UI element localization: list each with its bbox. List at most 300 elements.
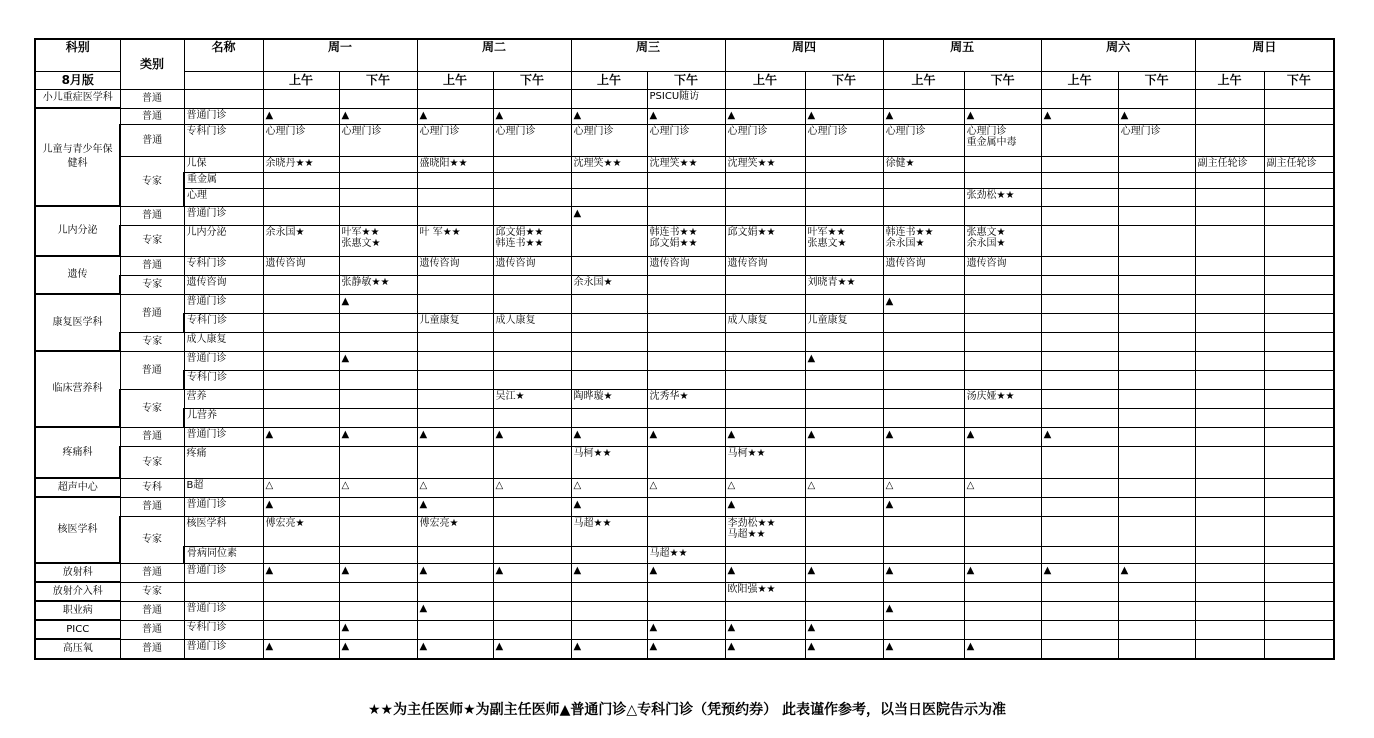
table-row xyxy=(35,427,1334,446)
schedule-cell xyxy=(964,546,1041,563)
schedule-cell xyxy=(964,206,1041,225)
schedule-cell xyxy=(339,446,417,478)
schedule-cell xyxy=(417,446,493,478)
schedule-cell xyxy=(339,256,417,275)
table-row xyxy=(35,478,1334,497)
schedule-cell xyxy=(493,497,571,516)
schedule-cell: △ xyxy=(263,478,339,497)
schedule-cell xyxy=(805,188,883,206)
type-cell: 普通 xyxy=(120,89,184,108)
type-cell: 普通 xyxy=(120,601,184,620)
schedule-cell: ▲ xyxy=(493,108,571,124)
schedule-cell xyxy=(725,172,805,188)
schedule-cell xyxy=(1118,408,1195,427)
schedule-cell xyxy=(964,156,1041,172)
type-cell: 普通 xyxy=(120,563,184,582)
schedule-cell xyxy=(964,172,1041,188)
schedule-cell xyxy=(1264,256,1334,275)
table-row xyxy=(35,497,1334,516)
schedule-cell xyxy=(883,446,964,478)
name-cell: B超 xyxy=(184,478,263,497)
schedule-cell xyxy=(1264,188,1334,206)
schedule-cell: ▲ xyxy=(883,427,964,446)
schedule-cell: 邱文娟★★ xyxy=(725,225,805,256)
schedule-cell xyxy=(1118,275,1195,294)
table-row xyxy=(35,389,1334,408)
schedule-cell xyxy=(1264,124,1334,156)
name-cell: 心理 xyxy=(184,188,263,206)
schedule-cell xyxy=(1041,351,1118,370)
schedule-cell xyxy=(647,275,725,294)
schedule-cell xyxy=(263,620,339,639)
schedule-cell xyxy=(1118,370,1195,389)
schedule-cell xyxy=(263,601,339,620)
schedule-cell xyxy=(725,294,805,313)
schedule-cell xyxy=(725,332,805,351)
table-row xyxy=(35,546,1334,563)
schedule-cell xyxy=(964,351,1041,370)
schedule-cell: ▲ xyxy=(263,108,339,124)
schedule-cell xyxy=(417,89,493,108)
schedule-cell xyxy=(1041,389,1118,408)
type-cell: 专家 xyxy=(120,389,184,427)
schedule-cell: ▲ xyxy=(1118,108,1195,124)
schedule-cell: ▲ xyxy=(883,108,964,124)
schedule-cell: ▲ xyxy=(805,351,883,370)
schedule-cell xyxy=(339,172,417,188)
schedule-cell: ▲ xyxy=(339,427,417,446)
table-row xyxy=(35,294,1334,313)
schedule-cell xyxy=(571,408,647,427)
schedule-cell xyxy=(1118,351,1195,370)
schedule-cell xyxy=(493,351,571,370)
schedule-cell xyxy=(805,497,883,516)
header-row-days xyxy=(35,39,1334,71)
schedule-cell xyxy=(1195,389,1264,408)
schedule-cell: 马超★★ xyxy=(571,516,647,546)
schedule-cell xyxy=(1195,497,1264,516)
day-header: 周五 xyxy=(883,39,1041,71)
schedule-table xyxy=(34,38,1335,660)
name-header: 名称 xyxy=(184,39,263,71)
schedule-cell xyxy=(883,351,964,370)
schedule-cell xyxy=(571,313,647,332)
schedule-cell xyxy=(964,294,1041,313)
type-cell: 专科 xyxy=(120,478,184,497)
schedule-cell xyxy=(964,497,1041,516)
schedule-cell xyxy=(1041,546,1118,563)
schedule-cell xyxy=(493,156,571,172)
schedule-cell: ▲ xyxy=(964,108,1041,124)
schedule-cell xyxy=(1195,478,1264,497)
schedule-cell xyxy=(805,389,883,408)
type-cell: 普通 xyxy=(120,206,184,225)
legend-note: ★★为主任医师★为副主任医师▲普通门诊△专科门诊（凭预约券） 此表谨作参考，以当日医院告示为准 xyxy=(367,702,1007,718)
schedule-cell xyxy=(647,582,725,601)
schedule-cell: 沈理笑★★ xyxy=(725,156,805,172)
schedule-cell xyxy=(964,408,1041,427)
schedule-cell xyxy=(964,516,1041,546)
name-cell: 专科门诊 xyxy=(184,370,263,389)
schedule-cell xyxy=(263,275,339,294)
type-cell: 专家 xyxy=(120,275,184,294)
schedule-cell: ▲ xyxy=(417,563,493,582)
table-row xyxy=(35,446,1334,478)
schedule-cell xyxy=(1041,89,1118,108)
schedule-cell xyxy=(339,497,417,516)
schedule-cell xyxy=(417,370,493,389)
schedule-cell xyxy=(1118,332,1195,351)
schedule-cell xyxy=(263,313,339,332)
dept-cell: 高压氧 xyxy=(35,639,120,659)
schedule-cell xyxy=(1195,275,1264,294)
schedule-cell xyxy=(725,206,805,225)
schedule-cell xyxy=(1118,389,1195,408)
schedule-cell xyxy=(1118,639,1195,659)
schedule-cell xyxy=(1195,225,1264,256)
schedule-cell: ▲ xyxy=(339,351,417,370)
schedule-cell xyxy=(805,294,883,313)
schedule-cell xyxy=(883,370,964,389)
schedule-cell: △ xyxy=(493,478,571,497)
am-header: 上午 xyxy=(417,71,493,89)
schedule-cell xyxy=(1264,427,1334,446)
schedule-cell xyxy=(883,313,964,332)
dept-cell: 临床营养科 xyxy=(35,351,120,427)
schedule-cell xyxy=(339,601,417,620)
schedule-cell xyxy=(883,188,964,206)
table-row xyxy=(35,601,1334,620)
schedule-cell xyxy=(1118,620,1195,639)
schedule-cell xyxy=(1118,156,1195,172)
schedule-cell: ▲ xyxy=(417,427,493,446)
schedule-cell xyxy=(1264,546,1334,563)
type-cell: 普通 xyxy=(120,351,184,389)
type-cell: 专家 xyxy=(120,225,184,256)
schedule-cell xyxy=(647,408,725,427)
type-cell: 普通 xyxy=(120,639,184,659)
schedule-cell xyxy=(417,332,493,351)
schedule-cell xyxy=(1041,446,1118,478)
schedule-cell: ▲ xyxy=(1118,563,1195,582)
schedule-cell xyxy=(1195,351,1264,370)
schedule-cell xyxy=(1195,408,1264,427)
schedule-cell: 汤庆娅★★ xyxy=(964,389,1041,408)
pm-header: 下午 xyxy=(647,71,725,89)
day-header: 周六 xyxy=(1041,39,1195,71)
table-row xyxy=(35,408,1334,427)
schedule-cell xyxy=(571,351,647,370)
schedule-cell xyxy=(725,408,805,427)
schedule-cell xyxy=(725,275,805,294)
schedule-cell: ▲ xyxy=(263,427,339,446)
schedule-cell: ▲ xyxy=(417,639,493,659)
schedule-cell xyxy=(1118,516,1195,546)
type-cell: 专家 xyxy=(120,156,184,206)
schedule-cell xyxy=(805,370,883,389)
schedule-cell xyxy=(805,546,883,563)
name-cell: 骨病同位素 xyxy=(184,546,263,563)
pm-header: 下午 xyxy=(964,71,1041,89)
schedule-cell: ▲ xyxy=(571,639,647,659)
schedule-cell xyxy=(493,601,571,620)
dept-cell: 儿内分泌 xyxy=(35,206,120,256)
schedule-cell: ▲ xyxy=(647,639,725,659)
schedule-cell: 余永国★ xyxy=(263,225,339,256)
schedule-cell xyxy=(1041,601,1118,620)
table-row xyxy=(35,639,1334,659)
name-cell: 营养 xyxy=(184,389,263,408)
schedule-cell: ▲ xyxy=(571,108,647,124)
dept-cell: 放射介入科 xyxy=(35,582,120,601)
schedule-cell xyxy=(1264,601,1334,620)
schedule-cell: 陶晔璇★ xyxy=(571,389,647,408)
schedule-cell: 遗传咨询 xyxy=(725,256,805,275)
schedule-cell xyxy=(1264,620,1334,639)
schedule-cell xyxy=(417,275,493,294)
schedule-cell xyxy=(883,172,964,188)
schedule-cell xyxy=(1118,206,1195,225)
table-row xyxy=(35,108,1334,124)
schedule-cell xyxy=(964,275,1041,294)
schedule-cell xyxy=(493,172,571,188)
schedule-cell xyxy=(339,516,417,546)
schedule-cell: 沈理笑★★ xyxy=(647,156,725,172)
schedule-cell: 傅宏亮★ xyxy=(417,516,493,546)
schedule-cell: ▲ xyxy=(493,427,571,446)
schedule-cell xyxy=(571,620,647,639)
schedule-cell xyxy=(571,225,647,256)
schedule-cell xyxy=(647,172,725,188)
schedule-cell: 心理门诊 xyxy=(417,124,493,156)
schedule-cell xyxy=(805,332,883,351)
pm-header: 下午 xyxy=(1118,71,1195,89)
schedule-cell xyxy=(493,294,571,313)
schedule-cell: 沈理笑★★ xyxy=(571,156,647,172)
schedule-cell: ▲ xyxy=(964,639,1041,659)
schedule-cell: ▲ xyxy=(263,563,339,582)
type-cell: 普通 xyxy=(120,497,184,516)
dept-cell: 放射科 xyxy=(35,563,120,582)
schedule-cell: 马柯★★ xyxy=(571,446,647,478)
schedule-cell: 李劲松★★ 马超★★ xyxy=(725,516,805,546)
schedule-cell xyxy=(647,497,725,516)
schedule-cell xyxy=(883,206,964,225)
schedule-cell: 成人康复 xyxy=(725,313,805,332)
schedule-cell xyxy=(339,408,417,427)
schedule-cell: 遗传咨询 xyxy=(964,256,1041,275)
schedule-cell xyxy=(1041,516,1118,546)
schedule-cell xyxy=(417,408,493,427)
name-cell: 普通门诊 xyxy=(184,351,263,370)
schedule-cell xyxy=(263,582,339,601)
schedule-cell: 心理门诊 xyxy=(1118,124,1195,156)
am-header: 上午 xyxy=(883,71,964,89)
schedule-cell: ▲ xyxy=(964,563,1041,582)
schedule-cell xyxy=(1195,546,1264,563)
schedule-cell: ▲ xyxy=(725,108,805,124)
schedule-cell: △ xyxy=(725,478,805,497)
schedule-cell xyxy=(883,546,964,563)
schedule-cell xyxy=(1118,89,1195,108)
month-label: 8月版 xyxy=(35,71,120,89)
schedule-cell xyxy=(571,332,647,351)
schedule-cell: ▲ xyxy=(1041,563,1118,582)
schedule-cell: ▲ xyxy=(883,497,964,516)
schedule-cell xyxy=(571,370,647,389)
schedule-cell: ▲ xyxy=(571,497,647,516)
schedule-cell: ▲ xyxy=(417,601,493,620)
dept-cell: 康复医学科 xyxy=(35,294,120,351)
table-row xyxy=(35,89,1334,108)
name-cell: 专科门诊 xyxy=(184,620,263,639)
schedule-cell xyxy=(417,351,493,370)
schedule-cell: 徐健★ xyxy=(883,156,964,172)
schedule-cell xyxy=(1118,582,1195,601)
schedule-cell xyxy=(964,446,1041,478)
schedule-cell: 张静敏★★ xyxy=(339,275,417,294)
name-header-blank xyxy=(184,71,263,89)
schedule-cell: 张劲松★★ xyxy=(964,188,1041,206)
name-cell: 普通门诊 xyxy=(184,294,263,313)
name-cell xyxy=(184,582,263,601)
schedule-cell: 心理门诊 xyxy=(263,124,339,156)
day-header: 周三 xyxy=(571,39,725,71)
type-cell: 普通 xyxy=(120,620,184,639)
schedule-cell xyxy=(417,188,493,206)
schedule-cell xyxy=(263,351,339,370)
schedule-cell xyxy=(571,601,647,620)
schedule-cell: ▲ xyxy=(725,639,805,659)
schedule-cell: 叶军★★ 张惠文★ xyxy=(805,225,883,256)
dept-cell: 职业病 xyxy=(35,601,120,620)
table-row xyxy=(35,332,1334,351)
schedule-cell xyxy=(1264,478,1334,497)
schedule-cell xyxy=(1195,313,1264,332)
schedule-cell: ▲ xyxy=(339,108,417,124)
schedule-cell xyxy=(1195,108,1264,124)
schedule-cell xyxy=(964,89,1041,108)
schedule-cell: 盛晓阳★★ xyxy=(417,156,493,172)
schedule-cell xyxy=(883,408,964,427)
schedule-cell: ▲ xyxy=(725,427,805,446)
schedule-cell: 沈秀华★ xyxy=(647,389,725,408)
schedule-cell xyxy=(1041,620,1118,639)
am-header: 上午 xyxy=(1041,71,1118,89)
schedule-cell: ▲ xyxy=(883,639,964,659)
schedule-cell: △ xyxy=(964,478,1041,497)
schedule-cell: ▲ xyxy=(805,639,883,659)
schedule-cell xyxy=(805,156,883,172)
schedule-cell: ▲ xyxy=(883,563,964,582)
schedule-cell: 心理门诊 重金属中毒 xyxy=(964,124,1041,156)
schedule-cell xyxy=(1264,313,1334,332)
schedule-cell xyxy=(1195,332,1264,351)
am-header: 上午 xyxy=(571,71,647,89)
table-row xyxy=(35,370,1334,389)
schedule-cell: ▲ xyxy=(805,108,883,124)
table-row xyxy=(35,516,1334,546)
type-cell: 普通 xyxy=(120,256,184,275)
schedule-cell xyxy=(1118,172,1195,188)
schedule-cell xyxy=(883,620,964,639)
header-row-halfdays xyxy=(35,71,1334,89)
schedule-cell xyxy=(1118,601,1195,620)
schedule-cell: ▲ xyxy=(1041,108,1118,124)
schedule-cell xyxy=(339,370,417,389)
schedule-cell xyxy=(1264,89,1334,108)
schedule-cell xyxy=(805,89,883,108)
schedule-cell: 儿童康复 xyxy=(417,313,493,332)
schedule-cell xyxy=(1195,89,1264,108)
name-cell: 专科门诊 xyxy=(184,256,263,275)
schedule-cell xyxy=(263,89,339,108)
schedule-cell xyxy=(647,332,725,351)
schedule-cell xyxy=(1118,478,1195,497)
schedule-cell xyxy=(263,188,339,206)
schedule-cell xyxy=(883,516,964,546)
schedule-cell: 心理门诊 xyxy=(883,124,964,156)
schedule-cell xyxy=(493,89,571,108)
schedule-cell xyxy=(1264,563,1334,582)
am-header: 上午 xyxy=(263,71,339,89)
schedule-cell: ▲ xyxy=(571,427,647,446)
name-cell: 普通门诊 xyxy=(184,427,263,446)
schedule-cell xyxy=(339,582,417,601)
schedule-cell: ▲ xyxy=(805,620,883,639)
schedule-cell xyxy=(1041,294,1118,313)
table-row xyxy=(35,351,1334,370)
schedule-cell xyxy=(1041,313,1118,332)
schedule-cell xyxy=(571,172,647,188)
type-cell: 普通 xyxy=(120,294,184,332)
schedule-cell xyxy=(883,332,964,351)
schedule-cell: 遗传咨询 xyxy=(417,256,493,275)
schedule-cell xyxy=(339,156,417,172)
name-cell: 普通门诊 xyxy=(184,601,263,620)
schedule-cell: ▲ xyxy=(883,294,964,313)
table-row xyxy=(35,206,1334,225)
name-cell: 普通门诊 xyxy=(184,108,263,124)
schedule-cell: 马柯★★ xyxy=(725,446,805,478)
schedule-cell: 成人康复 xyxy=(493,313,571,332)
schedule-cell xyxy=(805,172,883,188)
schedule-cell: ▲ xyxy=(805,427,883,446)
schedule-cell: ▲ xyxy=(339,639,417,659)
schedule-cell xyxy=(1041,206,1118,225)
schedule-cell xyxy=(263,408,339,427)
schedule-cell: 遗传咨询 xyxy=(263,256,339,275)
schedule-cell xyxy=(1264,172,1334,188)
schedule-cell xyxy=(1195,516,1264,546)
name-cell: 普通门诊 xyxy=(184,639,263,659)
schedule-cell xyxy=(647,351,725,370)
day-header: 周四 xyxy=(725,39,883,71)
schedule-cell xyxy=(493,516,571,546)
schedule-cell: ▲ xyxy=(263,639,339,659)
dept-cell: PICC xyxy=(35,620,120,639)
schedule-cell xyxy=(339,313,417,332)
schedule-cell: 韩连书★★ 邱文娟★★ xyxy=(647,225,725,256)
schedule-cell xyxy=(493,275,571,294)
name-cell: 儿保 xyxy=(184,156,263,172)
schedule-cell xyxy=(263,332,339,351)
schedule-cell xyxy=(417,389,493,408)
schedule-cell: ▲ xyxy=(725,620,805,639)
schedule-cell: △ xyxy=(883,478,964,497)
table-row xyxy=(35,313,1334,332)
table-row xyxy=(35,172,1334,188)
